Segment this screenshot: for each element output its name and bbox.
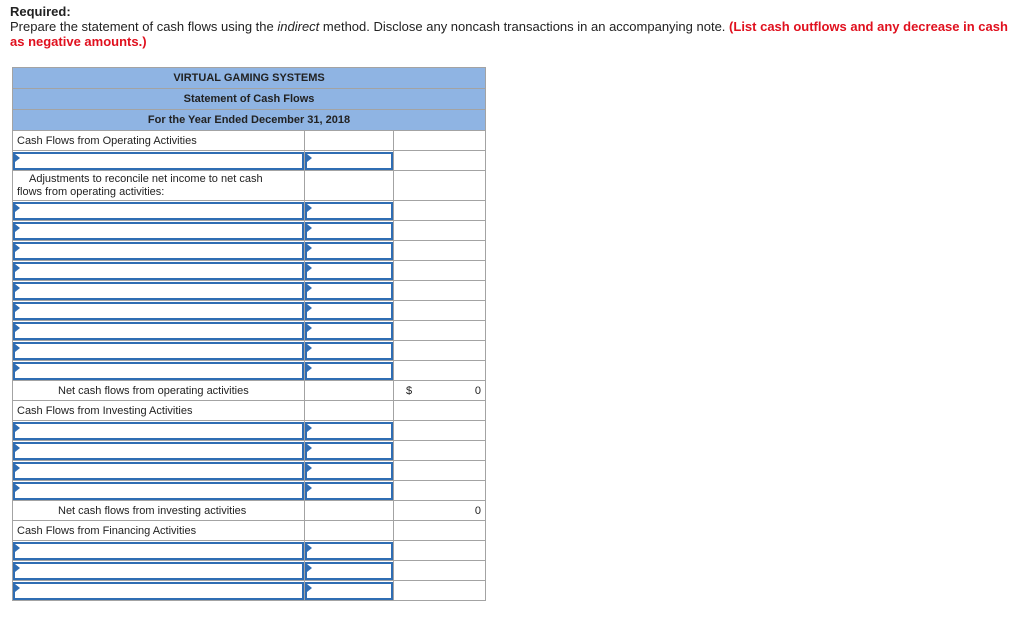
financing-label-input[interactable] bbox=[13, 562, 304, 580]
table-row bbox=[13, 441, 486, 461]
adjustment-amount-input[interactable] bbox=[305, 242, 393, 260]
adjustment-amount-input[interactable] bbox=[305, 262, 393, 280]
adjustment-label-input[interactable] bbox=[13, 302, 304, 320]
adjustment-amount-input[interactable] bbox=[305, 322, 393, 340]
investing-label-input[interactable] bbox=[13, 462, 304, 480]
investing-heading: Cash Flows from Investing Activities bbox=[13, 401, 305, 421]
table-row bbox=[13, 281, 486, 301]
adjustment-label-input[interactable] bbox=[13, 282, 304, 300]
financing-heading: Cash Flows from Financing Activities bbox=[13, 521, 305, 541]
financing-amount-input[interactable] bbox=[305, 542, 393, 560]
operating-label-input[interactable] bbox=[13, 152, 304, 170]
table-row bbox=[13, 561, 486, 581]
table-row bbox=[13, 461, 486, 481]
financing-amount-input[interactable] bbox=[305, 562, 393, 580]
cash-flow-statement-table bbox=[12, 67, 486, 601]
investing-amount-input[interactable] bbox=[305, 482, 393, 500]
table-row bbox=[13, 261, 486, 281]
table-row bbox=[13, 341, 486, 361]
table-row bbox=[13, 501, 486, 521]
investing-label-input[interactable] bbox=[13, 482, 304, 500]
table-row bbox=[13, 201, 486, 221]
adjustment-label-input[interactable] bbox=[13, 262, 304, 280]
financing-amount-input[interactable] bbox=[305, 582, 393, 600]
adjustments-label: Adjustments to reconcile net income to net cash flows from operating activities: bbox=[17, 173, 263, 198]
table-row bbox=[13, 301, 486, 321]
table-row bbox=[13, 481, 486, 501]
operating-heading: Cash Flows from Operating Activities bbox=[13, 131, 305, 151]
table-row bbox=[13, 421, 486, 441]
required-label: Required: bbox=[10, 4, 71, 19]
investing-amount-input[interactable] bbox=[305, 462, 393, 480]
adjustment-label-input[interactable] bbox=[13, 362, 304, 380]
table-row bbox=[13, 581, 486, 601]
net-operating-label: Net cash flows from operating activities bbox=[13, 381, 305, 401]
adjustment-amount-input[interactable] bbox=[305, 302, 393, 320]
table-row bbox=[13, 541, 486, 561]
adjustment-label-input[interactable] bbox=[13, 322, 304, 340]
adjustment-amount-input[interactable] bbox=[305, 282, 393, 300]
adjustment-amount-input[interactable] bbox=[305, 362, 393, 380]
adjustment-amount-input[interactable] bbox=[305, 202, 393, 220]
table-row bbox=[13, 241, 486, 261]
instructions-text: Prepare the statement of cash flows using the indirect method. Disclose any noncash transactions in an accompanying note. (List cash outflows and any decrease in cash as negative amounts.) bbox=[10, 19, 1008, 49]
adjustment-label-input[interactable] bbox=[13, 222, 304, 240]
table-row bbox=[13, 381, 486, 401]
currency-symbol: $ bbox=[406, 384, 413, 397]
adjustment-amount-input[interactable] bbox=[305, 342, 393, 360]
net-investing-value: 0 bbox=[394, 501, 486, 521]
statement-period: For the Year Ended December 31, 2018 bbox=[13, 110, 486, 131]
net-investing-label: Net cash flows from investing activities bbox=[13, 501, 305, 521]
company-name: VIRTUAL GAMING SYSTEMS bbox=[13, 68, 486, 89]
investing-amount-input[interactable] bbox=[305, 422, 393, 440]
table-row bbox=[13, 151, 486, 171]
adjustment-label-input[interactable] bbox=[13, 202, 304, 220]
table-row bbox=[13, 361, 486, 381]
table-row bbox=[13, 521, 486, 541]
financing-label-input[interactable] bbox=[13, 542, 304, 560]
investing-label-input[interactable] bbox=[13, 442, 304, 460]
table-row bbox=[13, 321, 486, 341]
table-row bbox=[13, 131, 486, 151]
investing-amount-input[interactable] bbox=[305, 442, 393, 460]
operating-amount-input[interactable] bbox=[305, 152, 393, 170]
adjustment-label-input[interactable] bbox=[13, 242, 304, 260]
financing-label-input[interactable] bbox=[13, 582, 304, 600]
investing-label-input[interactable] bbox=[13, 422, 304, 440]
table-row bbox=[13, 171, 486, 201]
net-operating-value: $ 0 bbox=[406, 384, 482, 397]
statement-title: Statement of Cash Flows bbox=[13, 89, 486, 110]
adjustment-amount-input[interactable] bbox=[305, 222, 393, 240]
instructions-emphasis: (List cash outflows and any decrease in cash as negative amounts.) bbox=[10, 19, 1008, 49]
table-row bbox=[13, 401, 486, 421]
table-row bbox=[13, 221, 486, 241]
adjustment-label-input[interactable] bbox=[13, 342, 304, 360]
instructions bbox=[10, 4, 1015, 49]
